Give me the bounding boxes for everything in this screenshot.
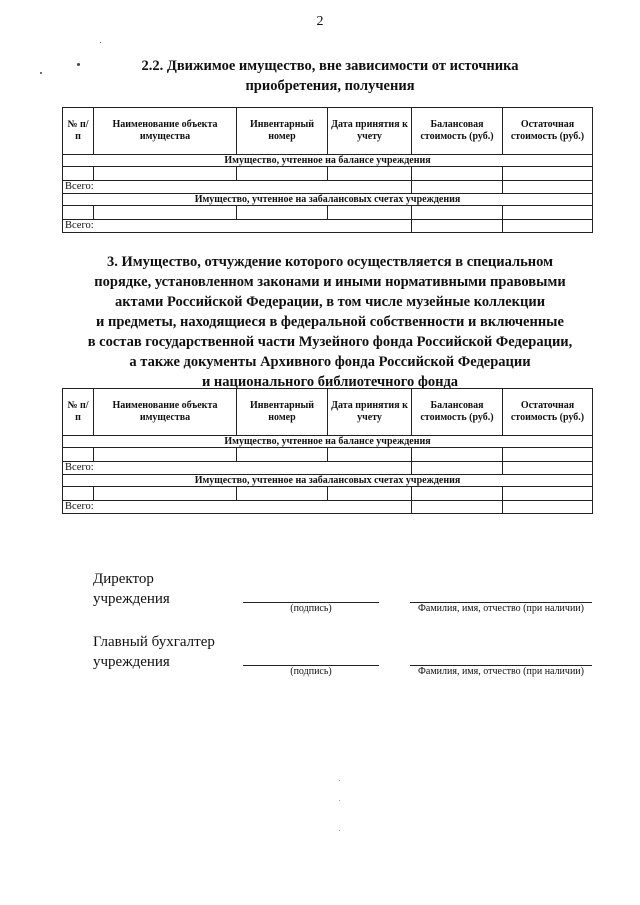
table-cell	[63, 487, 94, 501]
col-header-balance: Балансовая стоимость (руб.)	[412, 108, 503, 155]
title-line: актами Российской Федерации, в том числе музейные коллекции	[114, 294, 546, 310]
accountant-name-caption: Фамилия, имя, отчество (при наличии)	[418, 666, 584, 677]
table-row	[63, 167, 593, 181]
table-cell	[412, 462, 503, 475]
title-line: 3. Имущество, отчуждение которого осуществляется в специальном	[106, 254, 554, 270]
table-cell	[328, 487, 412, 501]
col-header-inventory: Инвентарный номер	[237, 108, 328, 155]
col-header-no: № п/п	[63, 108, 94, 155]
col-header-balance: Балансовая стоимость (руб.)	[412, 389, 503, 436]
table-cell	[94, 206, 237, 220]
page-number: 2	[316, 14, 324, 29]
table-cell	[63, 167, 94, 181]
table-cell	[503, 206, 593, 220]
table-cell	[237, 448, 328, 462]
table-cell	[328, 167, 412, 181]
table-cell	[503, 462, 593, 475]
col-header-no: № п/п	[63, 389, 94, 436]
total-row	[63, 220, 593, 233]
table-cell	[328, 448, 412, 462]
director-line1: Директор	[93, 571, 154, 587]
table-cell	[94, 487, 237, 501]
table-cell	[503, 220, 593, 233]
total-label: Всего:	[63, 220, 412, 233]
scan-speck	[339, 780, 340, 781]
table-cell	[412, 487, 503, 501]
title-line: приобретения, получения	[245, 78, 415, 94]
table-row	[63, 206, 593, 220]
table-cell	[412, 167, 503, 181]
off-balance-label: Имущество, учтенное на забалансовых счетах учреждения	[63, 194, 593, 206]
col-header-residual: Остаточная стоимость (руб.)	[503, 389, 593, 436]
title-line: и национального библиотечного фонда	[201, 374, 459, 390]
total-row	[63, 181, 593, 194]
section-2-2-title	[60, 56, 600, 96]
title-line: 2.2. Движимое имущество, вне зависимости от источника	[141, 58, 519, 74]
scan-speck	[40, 72, 42, 74]
table-cell	[63, 206, 94, 220]
table-cell	[503, 487, 593, 501]
table-cell	[237, 206, 328, 220]
total-row	[63, 501, 593, 514]
off-balance-label: Имущество, учтенное на забалансовых счетах учреждения	[63, 475, 593, 487]
header-row	[63, 108, 593, 155]
accountant-line2: учреждения	[93, 654, 170, 670]
scan-speck	[339, 830, 340, 831]
section-row	[63, 475, 593, 487]
movable-property-table	[62, 107, 593, 233]
total-label: Всего:	[63, 462, 412, 475]
table-cell	[412, 181, 503, 194]
on-balance-label: Имущество, учтенное на балансе учреждения	[63, 436, 593, 448]
table-cell	[63, 448, 94, 462]
director-signature-caption: (подпись)	[290, 603, 332, 614]
section-row	[63, 155, 593, 167]
on-balance-label: Имущество, учтенное на балансе учреждения	[63, 155, 593, 167]
section-row	[63, 194, 593, 206]
director-line2: учреждения	[93, 591, 170, 607]
table-cell	[412, 501, 503, 514]
special-property-table	[62, 388, 593, 514]
table-cell	[412, 448, 503, 462]
table-cell	[503, 448, 593, 462]
accountant-signature-caption: (подпись)	[290, 666, 332, 677]
col-header-inventory: Инвентарный номер	[237, 389, 328, 436]
total-label: Всего:	[63, 181, 412, 194]
col-header-residual: Остаточная стоимость (руб.)	[503, 108, 593, 155]
col-header-date: Дата принятия к учету	[328, 108, 412, 155]
total-label: Всего:	[63, 501, 412, 514]
table-cell	[412, 220, 503, 233]
director-name-caption: Фамилия, имя, отчество (при наличии)	[418, 603, 584, 614]
table-cell	[237, 167, 328, 181]
table-cell	[237, 487, 328, 501]
col-header-name: Наименование объекта имущества	[94, 389, 237, 436]
total-row	[63, 462, 593, 475]
section-row	[63, 436, 593, 448]
title-line: и предметы, находящиеся в федеральной собственности и включенные	[96, 314, 564, 330]
col-header-date: Дата принятия к учету	[328, 389, 412, 436]
table-cell	[503, 181, 593, 194]
table-cell	[94, 167, 237, 181]
table-row	[63, 487, 593, 501]
header-row	[63, 389, 593, 436]
director-label	[93, 569, 170, 609]
section-3-title	[40, 252, 620, 392]
title-line: порядке, установленном законами и иными нормативными правовыми	[94, 274, 566, 290]
accountant-label	[93, 632, 215, 672]
table-cell	[412, 206, 503, 220]
table-cell	[503, 167, 593, 181]
col-header-name: Наименование объекта имущества	[94, 108, 237, 155]
scan-speck	[339, 800, 340, 801]
table-row	[63, 448, 593, 462]
title-line: а также документы Архивного фонда Российской Федерации	[129, 354, 531, 370]
table-cell	[94, 448, 237, 462]
title-line: в состав государственной части Музейного фонда Российской Федерации,	[87, 334, 573, 350]
table-cell	[503, 501, 593, 514]
table-cell	[328, 206, 412, 220]
accountant-line1: Главный бухгалтер	[93, 634, 215, 650]
scan-speck	[100, 42, 101, 43]
